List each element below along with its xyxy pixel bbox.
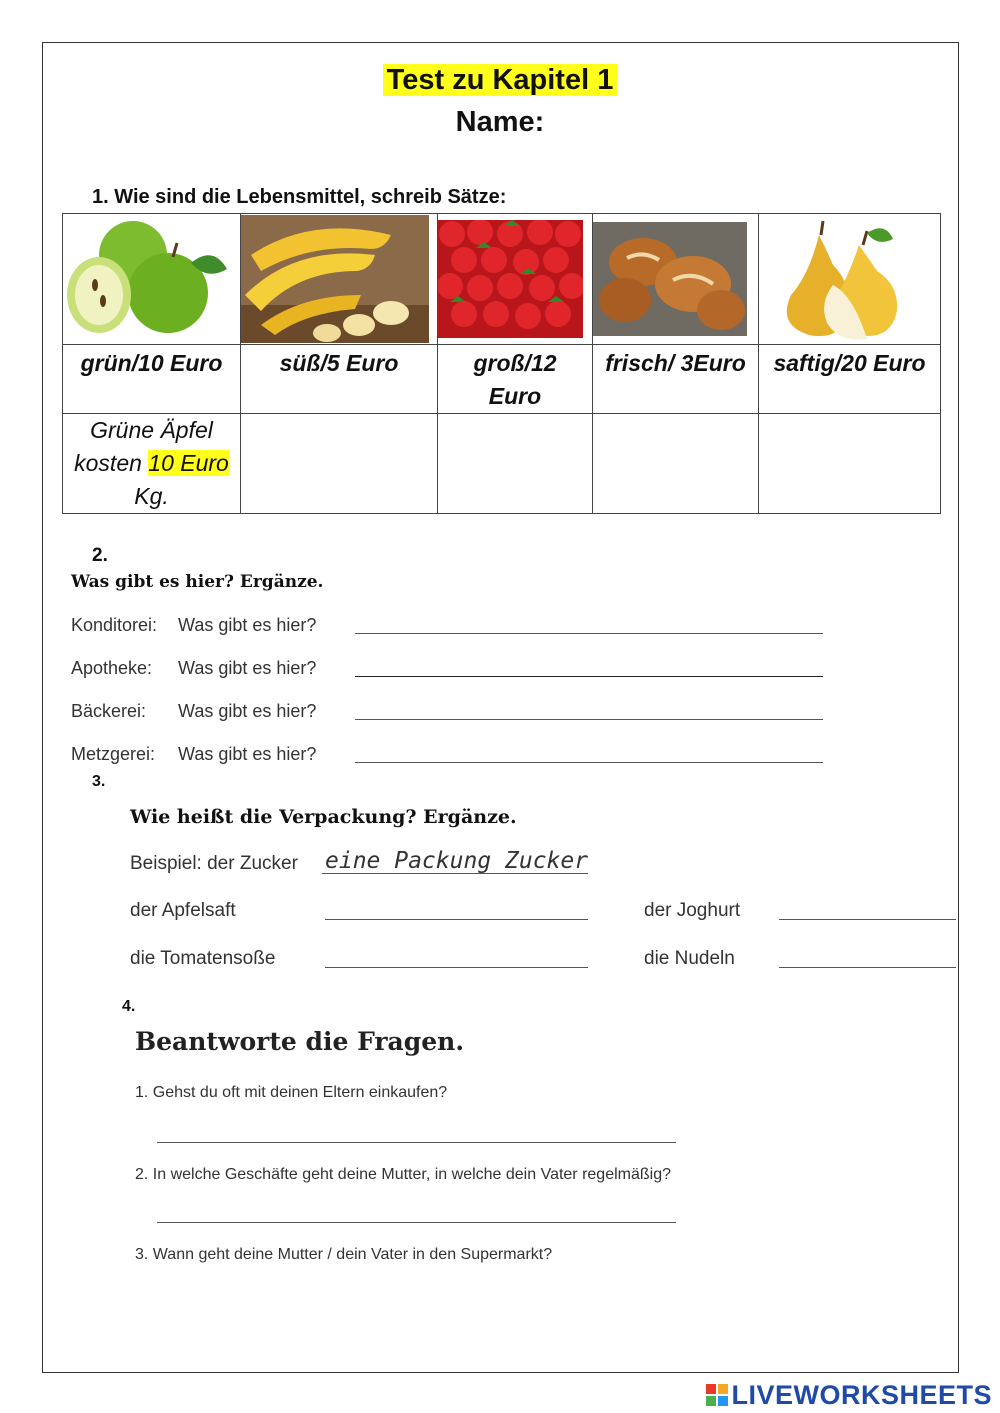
example-answer: Grüne Äpfel kosten 10 Euro Kg. (63, 414, 241, 514)
answer-line-joghurt[interactable] (779, 919, 956, 920)
question-2: 2. In welche Geschäfte geht deine Mutter, in welche dein Vater regelmäßig? (135, 1166, 672, 1183)
place-label: Bäckerei: (71, 701, 147, 721)
food-image-apples (63, 214, 241, 345)
answer-line-konditorei[interactable] (355, 633, 823, 634)
food-label: frisch/ 3Euro (593, 345, 759, 414)
answer-field-bananas[interactable] (241, 414, 438, 514)
answer-field-pears[interactable] (759, 414, 941, 514)
packaging-item: der Apfelsaft (130, 900, 236, 921)
strawberries-image (438, 220, 583, 338)
example-handwritten-answer: eine Packung Zucker (325, 848, 589, 874)
place-label: Metzgerei: (71, 744, 156, 764)
question-3: 3. Wann geht deine Mutter / dein Vater in den Supermarkt? (135, 1246, 553, 1263)
section2-heading: Was gibt es hier? Ergänze. (71, 572, 324, 592)
section1-heading: 1. Wie sind die Lebensmittel, schreib Sätze: (92, 186, 507, 208)
food-label: saftig/20 Euro (759, 345, 941, 414)
place-label: Konditorei: (71, 615, 158, 635)
answer-line-apotheke[interactable] (355, 676, 823, 677)
section3-number: 3. (92, 773, 106, 790)
food-label: groß/12 Euro (438, 345, 593, 414)
example-label: Beispiel: der Zucker (130, 853, 298, 874)
food-table (62, 213, 941, 514)
food-image-bread (593, 214, 759, 345)
food-image-bananas (241, 214, 438, 345)
food-image-strawberries (438, 214, 593, 345)
food-image-pears (759, 214, 941, 345)
question-label: Was gibt es hier? (178, 615, 317, 635)
question-label: Was gibt es hier? (178, 744, 317, 764)
section3-heading: Wie heißt die Verpackung? Ergänze. (130, 806, 517, 828)
food-label: süß/5 Euro (241, 345, 438, 414)
place-label: Apotheke: (71, 658, 153, 678)
bread-rolls-image (593, 222, 747, 336)
question-label: Was gibt es hier? (178, 701, 317, 721)
example-line (322, 873, 588, 874)
name-label: Name: (455, 106, 545, 138)
answer-field-strawberries[interactable] (438, 414, 593, 514)
pears-image (759, 215, 929, 343)
liveworksheets-icon (706, 1384, 728, 1406)
question-label: Was gibt es hier? (178, 658, 317, 678)
liveworksheets-logo: LIVEWORKSHEETS (706, 1380, 992, 1411)
packaging-item: die Tomatensoße (130, 948, 276, 969)
answer-field-bread[interactable] (593, 414, 759, 514)
packaging-item: die Nudeln (644, 948, 735, 969)
packaging-item: der Joghurt (644, 900, 741, 921)
answer-line-apfelsaft[interactable] (325, 919, 588, 920)
answer-line-question-1[interactable] (157, 1142, 676, 1143)
food-label: grün/10 Euro (63, 345, 241, 414)
question-1: 1. Gehst du oft mit deinen Eltern einkaufen? (135, 1084, 448, 1101)
answer-line-nudeln[interactable] (779, 967, 956, 968)
page-title: Test zu Kapitel 1 (0, 64, 1000, 97)
answer-line-metzgerei[interactable] (355, 762, 823, 763)
answer-line-baeckerei[interactable] (355, 719, 823, 720)
section4-heading: Beantworte die Fragen. (135, 1027, 465, 1056)
bananas-image (241, 215, 429, 343)
green-apples-image (63, 215, 229, 343)
answer-line-tomatensosse[interactable] (325, 967, 588, 968)
answer-line-question-2[interactable] (157, 1222, 676, 1223)
section4-number: 4. (122, 998, 136, 1015)
section2-number: 2. (92, 545, 108, 566)
